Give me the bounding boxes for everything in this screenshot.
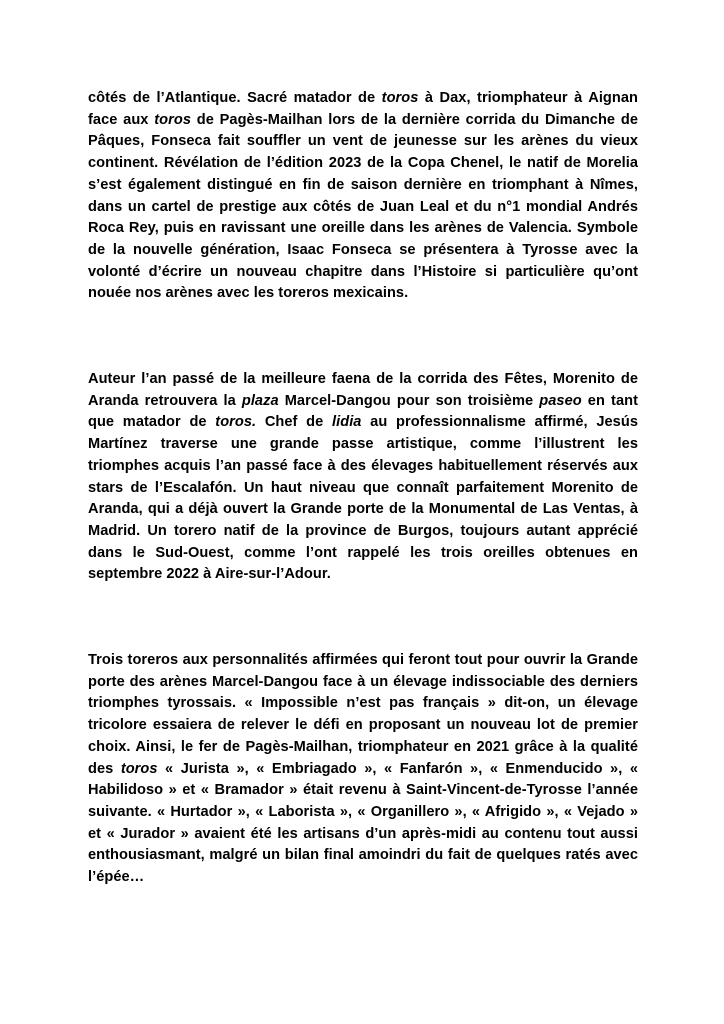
paragraph-fonseca [88, 88, 638, 305]
text-segment: Trois toreros aux personnalités affirmées qui feront tout pour ouvrir la Grande porte des arènes Marcel-Dangou face à un élevage indissociable des derniers triomphes tyrossais. « Impossible n’est pas français » dit-on, un élevage tricolore essaiera de relever le défi en proposant un nouveau lot de premier choix. Ainsi, le fer de Pagès-Mailhan, triomphateur en 2021 grâce à la qualité des [88, 652, 638, 777]
italic-segment: toros. [215, 414, 257, 431]
text-segment: Chef de [256, 414, 333, 431]
italic-segment: plaza [241, 392, 279, 409]
paragraph-elevage-pages-mailhan [88, 650, 638, 889]
text-segment: en tant que matador de [88, 392, 638, 431]
text-segment: au professionnalisme affirmé, Jesús Martínez traverse une grande passe artistique, comme l’illustrent les triomphes acquis l’an passé face à des élevages habituellement réservés aux stars de l’Escalafón. Un haut niveau que connaît parfaitement Morenito de Aranda, qui a déjà ouvert la Grande porte de la Monumental de Las Ventas, à Madrid. Un torero natif de la province de Burgos, toujours autant apprécié dans le Sud-Ouest, comme l’ont rappelé les trois oreilles obtenues en septembre 2022 à Aire-sur-l’Adour. [88, 414, 638, 583]
text-segment: Auteur l’an passé de la meilleure faena de la corrida des Fêtes, Morenito de Aranda retrouvera la [88, 371, 638, 409]
italic-segment: lidia [332, 414, 362, 431]
paragraph-morenito-de-aranda [88, 369, 638, 586]
text-segment: à Dax, triomphateur à Aignan face aux [88, 90, 638, 128]
text-segment: côtés de l’Atlantique. Sacré matador de [88, 90, 382, 106]
italic-segment: toros [154, 111, 191, 128]
text-segment: « Jurista », « Embriagado », « Fanfarón », « Enmenducido », « Habilidoso » et « Bramador » était revenu à Saint-Vincent-de-Tyrosse l’année suivante. « Hurtador », « Laborista », « Organillero », « Afrigido », « Vejado » et « Jurador » avaient été les artisans d’un après-midi au contenu tout aussi enthousiasmant, malgré un bilan final amoindri du fait de quelques ratés avec l’épée… [88, 760, 638, 886]
italic-segment: toros [381, 90, 419, 106]
italic-segment: toros [120, 760, 158, 777]
text-segment: Marcel-Dangou pour son troisième [278, 392, 540, 409]
italic-segment: paseo [539, 392, 582, 409]
text-segment: de Pagès-Mailhan lors de la dernière corrida du Dimanche de Pâques, Fonseca fait souffler un vent de jeunesse sur les arènes du vieux continent. Révélation de l’édition 2023 de la Copa Chenel, le natif de Morelia s’est également distingué en fin de saison dernière en triomphant à Nîmes, dans un cartel de prestige aux côtés de Juan Leal et du n°1 mondial Andrés Roca Rey, puis en ravissant une oreille dans les arènes de Valencia. Symbole de la nouvelle génération, Isaac Fonseca se présentera à Tyrosse avec la volonté d’écrire un nouveau chapitre dans l’Histoire si particulière qu’ont nouée nos arènes avec les toreros mexicains. [88, 111, 638, 302]
